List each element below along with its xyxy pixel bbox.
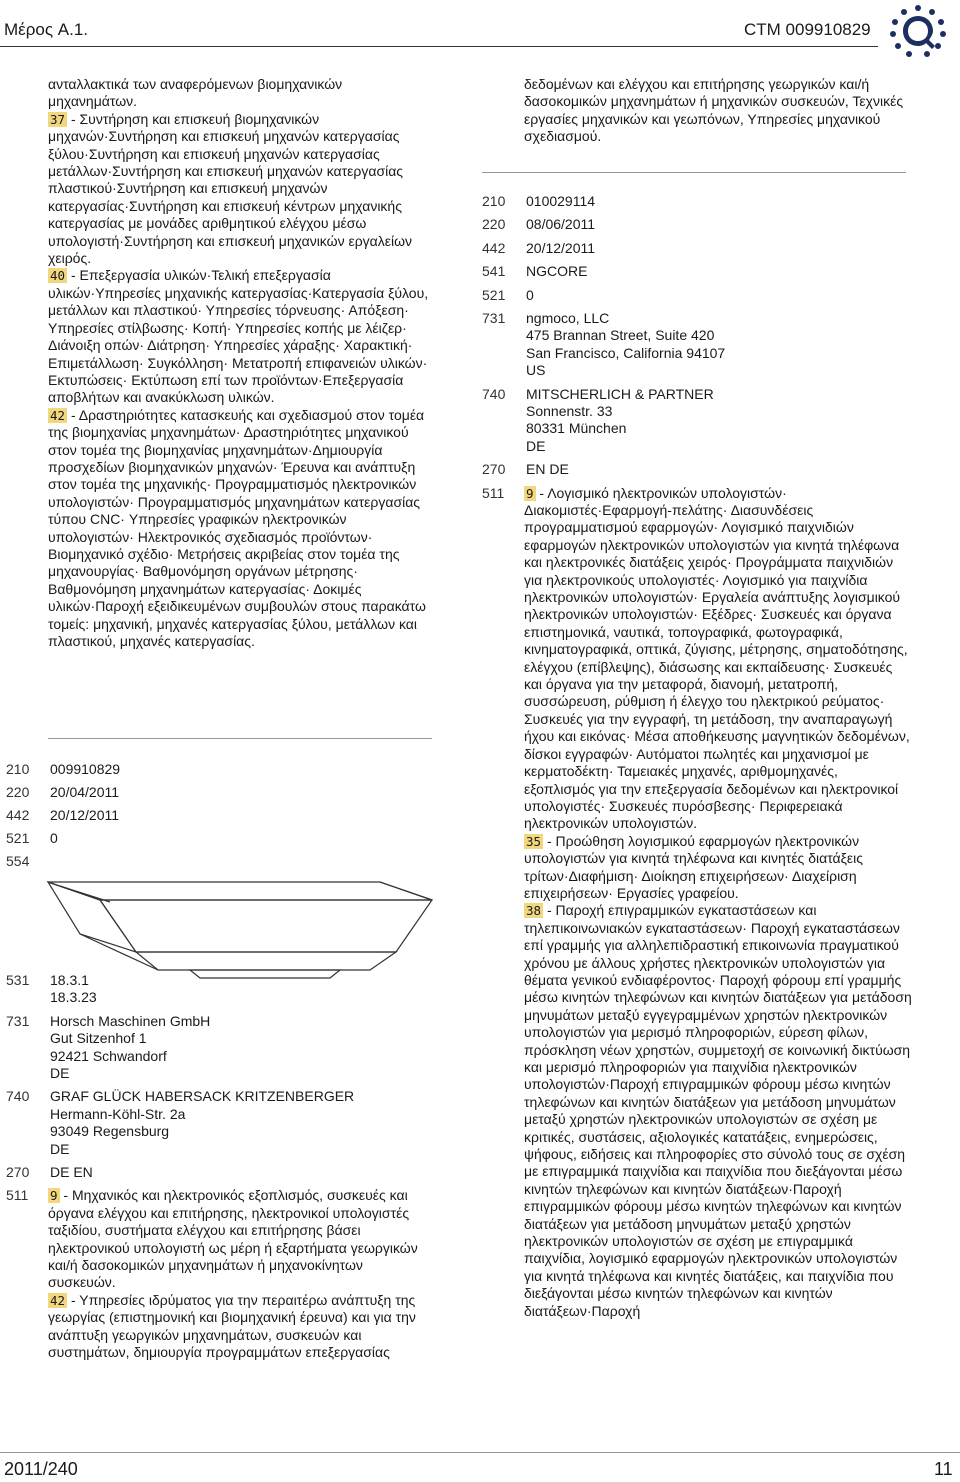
class-code-badge: 42 (50, 1292, 66, 1308)
class-paragraph (48, 76, 432, 111)
meta-value-line: 92421 Schwandorf (50, 1047, 167, 1064)
meta-code: 220 (6, 784, 30, 800)
meta-code: 442 (482, 239, 506, 256)
meta-code: 531 (6, 972, 30, 988)
class-code-badge: 38 (526, 903, 542, 919)
meta-code: 731 (6, 1012, 30, 1029)
meta-value-line: 0 (526, 286, 534, 303)
meta-code: 270 (6, 1164, 30, 1180)
class-paragraph (48, 407, 432, 651)
class-paragraph (524, 833, 912, 903)
class-code-badge: 40 (50, 268, 66, 284)
meta-value-line: DE (50, 1064, 70, 1081)
meta-value-line: Horsch Maschinen GmbH (50, 1012, 211, 1029)
meta-value-line: 18.3.23 (50, 989, 97, 1006)
right-column (524, 76, 910, 146)
meta-value-line: MITSCHERLICH & PARTNER (526, 385, 714, 402)
class-code-badge: 35 (526, 833, 542, 849)
page-header (0, 0, 960, 62)
trademark-drawing (40, 872, 440, 982)
page-number: 11 (934, 1459, 953, 1479)
meta-value-line: 18.3.1 (50, 972, 89, 988)
meta-value-line: 93049 Regensburg (50, 1123, 170, 1140)
class-text: - Παροχή επιγραμμικών εγκαταστάσεων και τηλεπικοινωνιακών εγκαταστάσεων· Παροχή εγκαταστάσεων επί γραμμής για αλληλεπιδραστική επικοινωνία πραγματικού χρόνου με άλλους χρήστες ηλεκτρονικών υπολογιστών για θέματα γενικού ενδιαφέροντος· Παροχή φόρουμ επί γραμμής μέσω κινητών τηλεφώνων και κινητών διατάξεων για μετάδοση μηνυμάτων μεταξύ εγγεγραμμένων χρηστών ηλεκτρονικών υπολογιστών για μερισμό πληροφοριών, εύρεση φίλων, πρόσκληση νέων χρηστών, συμμετοχή σε κοινωνική δικτύωση και μερισμό πληροφοριών για παιχνίδια ηλεκτρονικών υπολογιστών·Παροχή επιγραμμικών φόρουμ μέσω κινητών τηλεφώνων και κινητών διατάξεων για μετάδοση μηνυμάτων μεταξύ χρηστών ηλεκτρονικών υπολογιστών σε σχέση με κριτικές, συστάσεις, αξιολογικές κατατάξεις, ενημερώσεις, ψήφους, ειδήσεις και πληροφορίες στο σύνολό τους σε σχέση με επιγραμμικά παιχνίδια και παιχνίδια που διεξάγονται μέσω κινητών τηλεφώνων και κινητών διατάξεων·Παροχή επιγραμμικών φόρουμ μέσω κινητών τηλεφώνων και κινητών διατάξεων για μετάδοση μηνυμάτων μεταξύ χρηστών ηλεκτρονικών υπολογιστών σε σχέση με επιγραμμικά παιχνίδια, λογισμικό εφαρμογών ηλεκτρονικών υπολογιστών για κινητά τηλέφωνα και κινητές διατάξεις, και παιχνίδια που διεξάγονται μέσω κινητών τηλεφώνων και κινητών διατάξεων·Παροχή (524, 902, 912, 1319)
class-text: - Δραστηριότητες κατασκευής και σχεδιασμού στον τομέα της βιομηχανίας μηχανημάτων· Δραστηριότητες μηχανικού στον τομέα της βιομηχανίας μηχανημάτων·Δημιουργία προσχεδίων βιομηχανικών μηχανών· Έρευνα και ανάπτυξη στον τομέα της μηχανικής· Προγραμματισμός ηλεκτρονικών υπολογιστών· Προγραμματισμός μηχανημάτων κατεργασίας τύπου CNC· Υπηρεσίες γραφικών ηλεκτρονικών υπολογιστών· Ηλεκτρονικός σχεδιασμός προϊόντων· Βιομηχανικό σχέδιο· Μετρήσεις ακριβείας στον τομέα της μηχανουργίας· Βαθμονόμηση οργάνων μέτρησης· Βαθμονόμηση μηχανημάτων κατεργασίας· Δοκιμές υλικών·Παροχή εξειδικευμένων συμβουλών στους παρακάτω τομείς: μηχανική, μηχανές κατεργασίας ξύλου, μετάλλων και πλαστικού, μηχανές κατεργασίας. (48, 406, 426, 649)
right-separator (482, 172, 906, 173)
meta-value-line: Hermann-Köhl-Str. 2a (50, 1105, 186, 1122)
meta-value-line: DE (50, 1140, 70, 1157)
meta-code: 740 (482, 385, 506, 402)
meta-value: 20/04/2011 (50, 784, 120, 800)
meta-value: 0 (50, 830, 58, 846)
right-intro: δεδομένων και ελέγχου και επιτήρησης γεωργικών και/ή δασοκομικών μηχανημάτων ή μηχανικών συσκευών, Τεχνικές εργασίες μηχανικών και γεωπόνων, Υπηρεσίες μηχανικού σχεδιασμού. (524, 76, 904, 145)
meta-value-line: San Francisco, California 94107 (526, 344, 726, 361)
meta-code: 220 (482, 216, 506, 233)
meta-value-line: 80331 München (526, 420, 627, 437)
meta-value-line: EN DE (526, 461, 569, 478)
header-rule (0, 46, 878, 47)
class-paragraph (524, 485, 912, 833)
class-text: - Υπηρεσίες ιδρύματος για την περαιτέρω ανάπτυξη της γεωργίας (επιστημονική και βιομηχανική έρευνα) και για την ανάπτυξη γεωργικών μηχανημάτων, συσκευών και συστημάτων, δημιουργία προγραμμάτων επεξεργασίας (48, 1291, 416, 1361)
ctm-number: CTM 009910829 (744, 20, 871, 39)
class-code-badge: 9 (526, 485, 534, 501)
class-paragraph (48, 1292, 434, 1362)
meta-code: 511 (6, 1187, 29, 1204)
meta-code: 511 (482, 484, 505, 501)
left-column (48, 76, 432, 650)
meta-code: 270 (482, 461, 506, 478)
class-paragraph (48, 1187, 434, 1291)
goods-services-text (524, 485, 912, 1321)
meta-value-line: 475 Brannan Street, Suite 420 (526, 327, 715, 344)
meta-value-line: GRAF GLÜCK HABERSACK KRITZENBERGER (50, 1088, 355, 1105)
meta-code: 740 (6, 1088, 30, 1105)
class-text: - Λογισμικό ηλεκτρονικών υπολογιστών· Διακομιστές·Εφαρμογή-πελάτης· Διασυνδέσεις προγραμματισμού εφαρμογών· Λογισμικό παιχνιδιών εφαρμογών ηλεκτρονικών υπολογιστών για κινητά τηλέφωνα και ηλεκτρονικές διατάξεις χειρός· Προγράμματα παιχνιδιών για ηλεκτρονικούς υπολογιστές· Λογισμικό για παιχνίδια ηλεκτρονικών υπολογιστών· Εργαλεία ανάπτυξης λογισμικού ηλεκτρονικών υπολογιστών· Εξέδρες· Συσκευές και όργανα επιστημονικά, ναυτικά, τοπογραφικά, φωτογραφικά, κινηματογραφικά, οπτικά, ζύγισης, μέτρησης, σηματοδότησης, ελέγχου (επίβλεψης), διάσωσης και εκπαίδευσης· Συσκευές και όργανα για την μεταφορά, διανομή, μετατροπή, συσσώρευση, ρύθμιση ή έλεγχο του ηλεκτρικού ρεύματος· Συσκευές για την εγγραφή, τη μετάδοση, την αναπαραγωγή ήχου και εικόνας· Μέσα αποθήκευσης μαγνητικών δεδομένων, δίσκοι εγγραφών· Αυτόματοι πωλητές και μηχανισμοί με κερματοδέκτη· Ταμειακές μηχανές, αριθμομηχανές, εξοπλισμός για την επεξεργασία δεδομένων και ηλεκτρονικοί υπολογιστές· Συσκευές πυρόσβεσης· Περιφερειακά ηλεκτρονικών υπολογιστών. (524, 484, 910, 832)
class-paragraph (48, 111, 432, 268)
eu-logo-icon (880, 2, 956, 60)
meta-value-line: ngmoco, LLC (526, 310, 610, 326)
class-text: - Μηχανικός και ηλεκτρονικός εξοπλισμός, συσκευές και όργανα ελέγχου και επιτήρησης, ηλεκτρονικοί υπολογιστές ταξιδίου, συστήματα ελέγχου και επιτήρησης βάσει ηλεκτρονικού υπολογιστή ως μέρη ή εξαρτήματα γεωργικών και/ή δασοκομικών μηχανημάτων ή μηχανοκίνητων συσκευών. (48, 1187, 418, 1291)
meta-value: 009910829 (50, 761, 121, 777)
class-code-badge: 37 (50, 111, 66, 127)
meta-code: 210 (6, 761, 30, 777)
meta-code: 521 (6, 830, 30, 846)
meta-value-line: 010029114 (526, 193, 596, 209)
meta-code: 210 (482, 193, 506, 209)
meta-code: 554 (6, 853, 30, 869)
class-paragraph (524, 902, 912, 1320)
class-text: ανταλλακτικά των αναφερόμενων βιομηχανικών μηχανημάτων. (48, 76, 343, 110)
class-paragraph (48, 267, 432, 406)
section-label: Μέρος A.1. (4, 20, 89, 39)
meta-value-line: DE (526, 437, 546, 454)
meta-value-line: Sonnenstr. 33 (526, 402, 613, 419)
meta-code: 521 (482, 286, 506, 303)
goods-services-text (48, 1187, 434, 1361)
class-text: - Επεξεργασία υλικών·Τελική επεξεργασία υλικών·Υπηρεσίες μηχανικής κατεργασίας·Κατεργασία ξύλου, μετάλλων και πλαστικού· Υπηρεσίες τόρνευσης· Απόξεση· Υπηρεσίες στίλβωσης· Κοπή· Υπηρεσίες κοπής με λέιζερ· Διάνοιξη οπών· Διάτρηση· Υπηρεσίες χάραξης· Χαρακτική· Επιμετάλλωση· Συγκόλληση· Μετατροπή επιφανειών υλικών· Εκτυπώσεις· Εκτύπωση επί των προϊόντων·Επεξεργασία αποβλήτων και ανακύκλωση υλικών. (48, 267, 429, 406)
class-text: - Συντήρηση και επισκευή βιομηχανικών μηχανών·Συντήρηση και επισκευή μηχανών κατεργασίας ξύλου·Συντήρηση και επισκευή μηχανών κατεργασίας μετάλλων·Συντήρηση και επισκευή μηχανών κατεργασίας πλαστικού·Συντήρηση και επισκευή μηχανών κατεργασίας·Συντήρηση και επισκευή κέντρων μηχανικής κατεργασίας με μονάδες αριθμητικού ελέγχου μέσω υπολογιστή·Συντήρηση και επισκευή μηχανικών εργαλείων χειρός. (48, 110, 413, 267)
meta-code: 731 (482, 310, 506, 326)
meta-value-line: 08/06/2011 (526, 216, 596, 233)
footer-rule (0, 1452, 960, 1453)
meta-code: 541 (482, 263, 506, 280)
meta-value-line: NGCORE (526, 263, 588, 280)
meta-value-line: DE EN (50, 1164, 93, 1180)
meta-value-line: Gut Sitzenhof 1 (50, 1030, 147, 1047)
meta-code: 442 (6, 807, 30, 823)
left-separator (48, 738, 432, 739)
meta-value-line: US (526, 362, 546, 379)
bulletin-number: 2011/240 (4, 1459, 78, 1479)
class-text: - Προώθηση λογισμικού εφαρμογών ηλεκτρονικών υπολογιστών για κινητά τηλέφωνα και κινητές διατάξεις τρίτων·Διαφήμιση· Διοίκηση επιχειρήσεων· Διαχείριση επιχειρήσεων· Εργασίες γραφείου. (524, 832, 863, 901)
class-code-badge: 9 (50, 1188, 58, 1204)
class-code-badge: 42 (50, 407, 66, 423)
meta-value: 20/12/2011 (50, 807, 120, 823)
meta-value-line: 20/12/2011 (526, 239, 596, 256)
